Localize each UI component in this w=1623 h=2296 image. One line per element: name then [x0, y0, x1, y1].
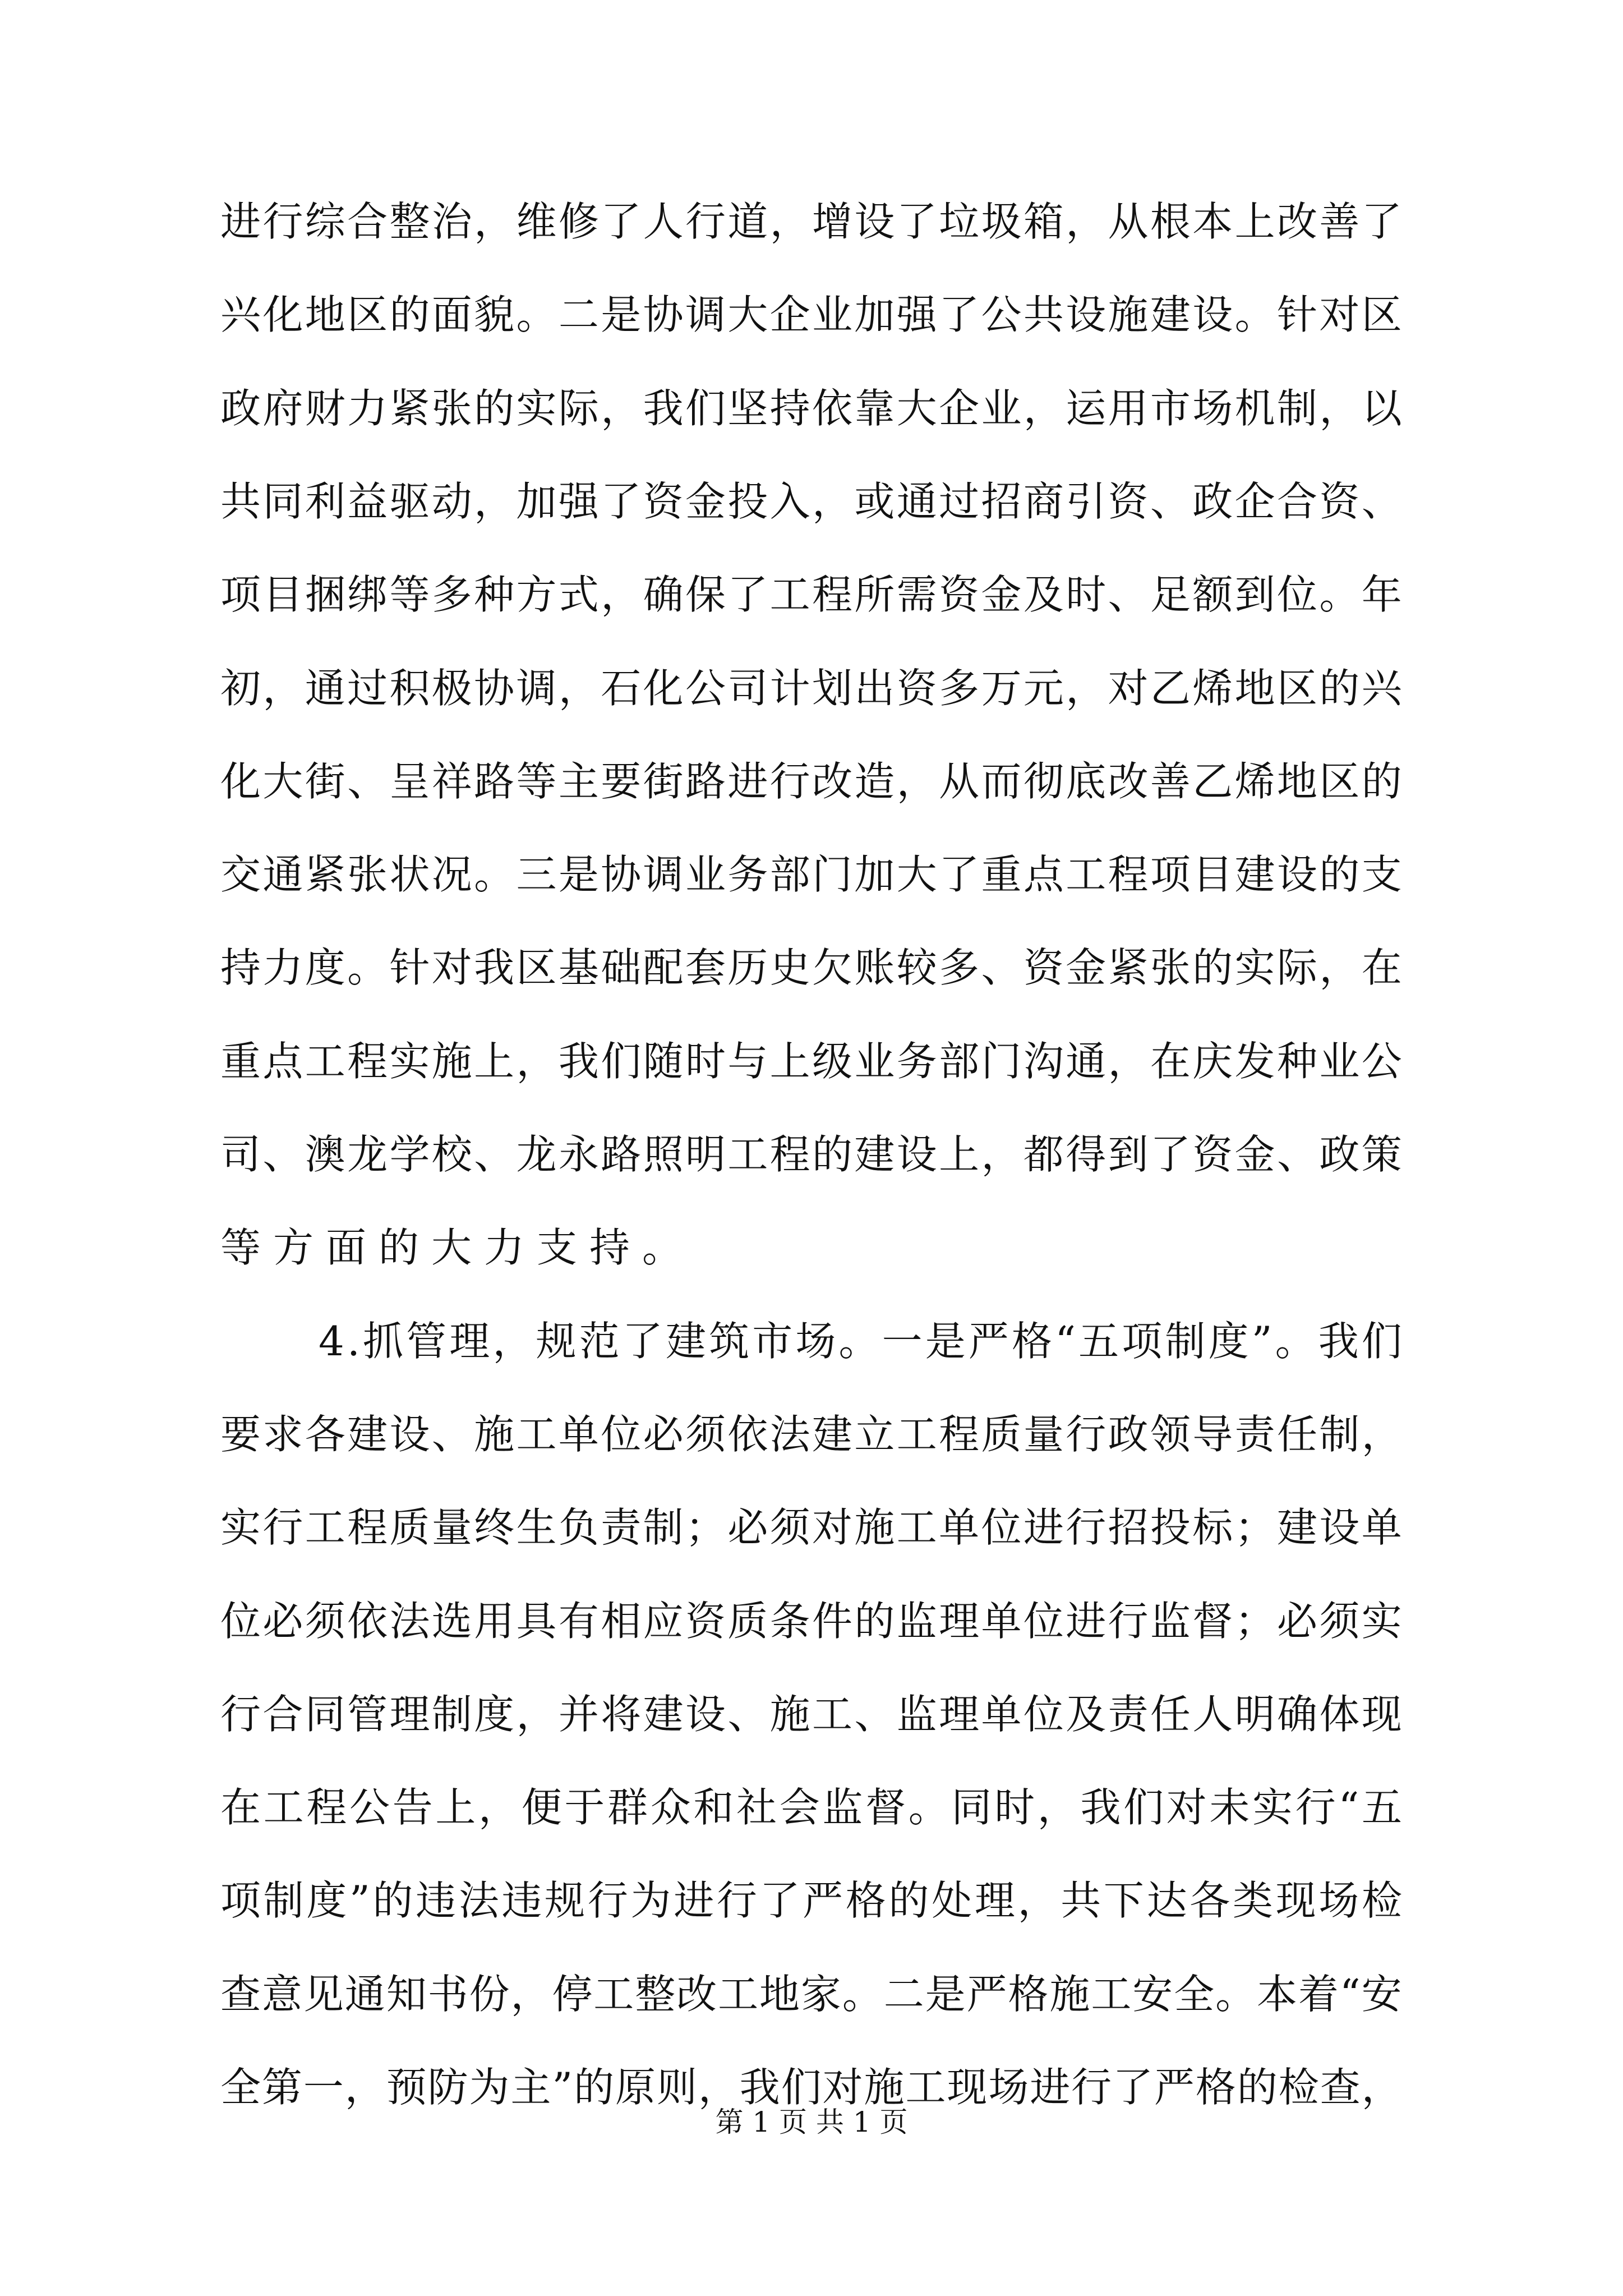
- text-line: 政 府 财 力 紧 张 的 实 际 ， 我 们 坚 持 依 靠 大 企 业 ， 运 用 市 场 机 制 ， 以: [220, 385, 1402, 432]
- text-line: 司 、 澳 龙 学 校 、 龙 永 路 照 明 工 程 的 建 设 上 ， 都 得 到 了 资 金 、 政 策: [220, 1131, 1402, 1178]
- text-line: 位 必 须 依 法 选 用 具 有 相 应 资 质 条 件 的 监 理 单 位 进 行 监 督 ； 必 须 实: [220, 1598, 1402, 1645]
- text-line: 初 ， 通 过 积 极 协 调 ， 石 化 公 司 计 划 出 资 多 万 元 ， 对 乙 烯 地 区 的 兴: [220, 665, 1402, 712]
- text-line: 重 点 工 程 实 施 上 ， 我 们 随 时 与 上 级 业 务 部 门 沟 通 ， 在 庆 发 种 业 公: [220, 1038, 1402, 1085]
- text-line: 在 工 程 公 告 上 ， 便 于 群 众 和 社 会 监 督 。 同 时 ， 我 们 对 未 实 行 “ 五: [220, 1784, 1402, 1831]
- text-line: 等方面的大力支持。: [220, 1224, 695, 1271]
- text-line: 项 制 度 ” 的 违 法 违 规 行 为 进 行 了 严 格 的 处 理 ， 共 下 达 各 类 现 场 检: [220, 1877, 1402, 1924]
- page-footer: 第 1 页 共 1 页: [715, 2106, 908, 2138]
- text-line: 共 同 利 益 驱 动 ， 加 强 了 资 金 投 入 ， 或 通 过 招 商 引 资 、 政 企 合 资 、: [220, 478, 1402, 525]
- text-line: 进 行 综 合 整 治 ， 维 修 了 人 行 道 ， 增 设 了 垃 圾 箱 ， 从 根 本 上 改 善 了: [220, 198, 1402, 245]
- text-line: 查 意 见 通 知 书 份 ， 停 工 整 改 工 地 家 。 二 是 严 格 施 工 安 全 。 本 着 “ 安: [220, 1971, 1402, 2018]
- text-line: 项 目 捆 绑 等 多 种 方 式 ， 确 保 了 工 程 所 需 资 金 及 时 、 足 额 到 位 。 年: [220, 571, 1402, 618]
- text-line: 行 合 同 管 理 制 度 ， 并 将 建 设 、 施 工 、 监 理 单 位 及 责 任 人 明 确 体 现: [220, 1691, 1402, 1738]
- text-line: 交 通 紧 张 状 况 。 三 是 协 调 业 务 部 门 加 大 了 重 点 工 程 项 目 建 设 的 支: [220, 851, 1402, 898]
- text-line: 持 力 度 。 针 对 我 区 基 础 配 套 历 史 欠 账 较 多 、 资 金 紧 张 的 实 际 ， 在: [220, 944, 1402, 991]
- text-line: 要 求 各 建 设 、 施 工 单 位 必 须 依 法 建 立 工 程 质 量 行 政 领 导 责 任 制 ，: [220, 1411, 1402, 1458]
- text-line: 全 第 一 ， 预 防 为 主 ” 的 原 则 ， 我 们 对 施 工 现 场 进 行 了 严 格 的 检 查 ，: [220, 2064, 1402, 2111]
- text-line: 实 行 工 程 质 量 终 生 负 责 制 ； 必 须 对 施 工 单 位 进 行 招 投 标 ； 建 设 单: [220, 1504, 1402, 1551]
- text-line: 4 . 抓 管 理 ， 规 范 了 建 筑 市 场 。 一 是 严 格 “ 五 项 制 度 ” 。 我 们: [319, 1318, 1402, 1365]
- text-line: 化 大 街 、 呈 祥 路 等 主 要 街 路 进 行 改 造 ， 从 而 彻 底 改 善 乙 烯 地 区 的: [220, 758, 1402, 805]
- text-line: 兴 化 地 区 的 面 貌 。 二 是 协 调 大 企 业 加 强 了 公 共 设 施 建 设 。 针 对 区: [220, 291, 1402, 338]
